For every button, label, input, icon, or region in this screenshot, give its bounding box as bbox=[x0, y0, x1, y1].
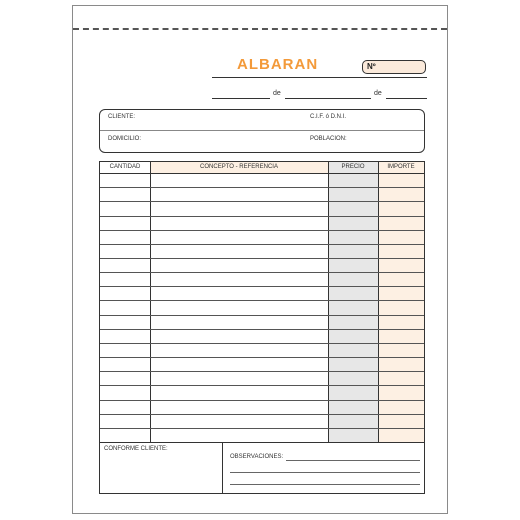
table-row-line bbox=[100, 371, 424, 372]
table-row-line bbox=[100, 343, 424, 344]
date-month-line[interactable] bbox=[285, 98, 371, 99]
cliente-label: CLIENTE: bbox=[108, 114, 136, 120]
conforme-label: CONFORME CLIENTE: bbox=[104, 446, 168, 452]
observaciones-line-3[interactable] bbox=[230, 484, 420, 485]
client-row-divider bbox=[100, 130, 424, 131]
table-row-line bbox=[100, 187, 424, 188]
table-row-line bbox=[100, 258, 424, 259]
observaciones-label: OBSERVACIONES: bbox=[230, 454, 284, 460]
table-row-line bbox=[100, 428, 424, 429]
header-importe: IMPORTE bbox=[387, 164, 415, 170]
footer-box bbox=[99, 442, 425, 494]
document-title: ALBARAN bbox=[237, 56, 319, 73]
footer-divider bbox=[222, 442, 223, 493]
date-year-line[interactable] bbox=[386, 98, 427, 99]
table-row-line bbox=[100, 414, 424, 415]
table-row-line bbox=[100, 400, 424, 401]
title-underline bbox=[212, 77, 427, 78]
table-row-line bbox=[100, 244, 424, 245]
table-row-line bbox=[100, 201, 424, 202]
table-row-line bbox=[100, 329, 424, 330]
delivery-note-form bbox=[72, 5, 448, 514]
number-label: Nº bbox=[367, 62, 376, 71]
observaciones-line-2[interactable] bbox=[230, 472, 420, 473]
date-separator-2: de bbox=[374, 90, 382, 97]
items-table bbox=[99, 161, 425, 443]
domicilio-label: DOMICILIO: bbox=[108, 136, 142, 142]
header-concepto: CONCEPTO - REFERENCIA bbox=[200, 164, 278, 170]
table-row-line bbox=[100, 315, 424, 316]
table-row-line bbox=[100, 357, 424, 358]
table-row-line bbox=[100, 272, 424, 273]
poblacion-label: POBLACION: bbox=[310, 136, 347, 142]
table-row-line bbox=[100, 216, 424, 217]
client-info-box bbox=[99, 109, 425, 153]
table-header bbox=[100, 162, 424, 174]
date-separator-1: de bbox=[273, 90, 281, 97]
perforation-line bbox=[73, 28, 447, 30]
table-row-line bbox=[100, 300, 424, 301]
number-field[interactable] bbox=[362, 60, 426, 74]
table-row-line bbox=[100, 286, 424, 287]
cif-label: C.I.F. ó D.N.I. bbox=[310, 114, 347, 120]
observaciones-line-1[interactable] bbox=[286, 460, 420, 461]
header-precio: PRECIO bbox=[341, 164, 365, 170]
table-row-line bbox=[100, 230, 424, 231]
date-day-line[interactable] bbox=[212, 98, 270, 99]
header-cantidad: CANTIDAD bbox=[109, 164, 141, 170]
table-row-line bbox=[100, 385, 424, 386]
